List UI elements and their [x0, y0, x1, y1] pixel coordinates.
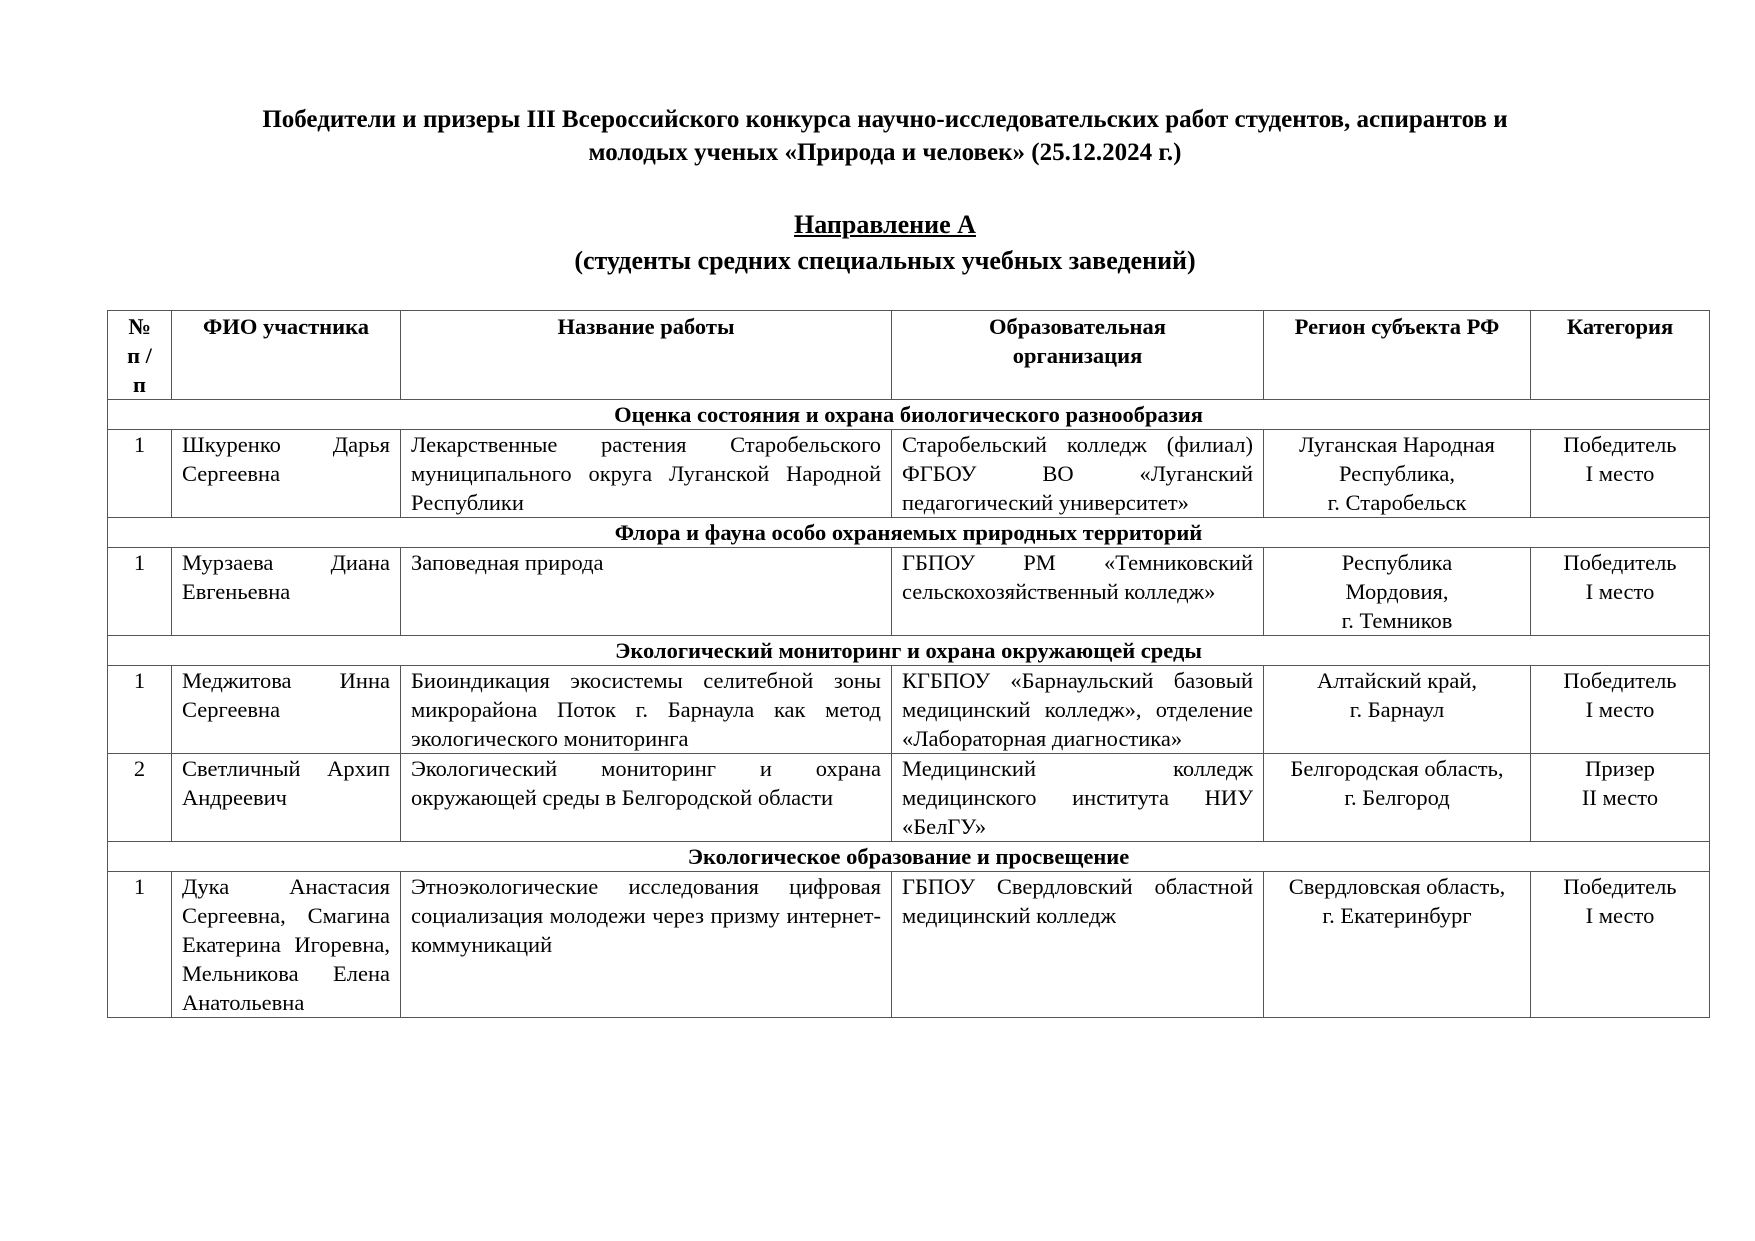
- cell-work: Заповедная природа: [401, 548, 892, 636]
- section-title: Экологический мониторинг и охрана окружающей среды: [108, 636, 1710, 666]
- cell-region: [1264, 872, 1531, 1018]
- document-title: [120, 103, 1650, 169]
- category-line: Призер: [1585, 756, 1655, 781]
- cell-category: [1531, 872, 1710, 1018]
- category-line: I место: [1585, 903, 1655, 928]
- header-org: [892, 311, 1264, 400]
- section-title: Флора и фауна особо охраняемых природных территорий: [108, 518, 1710, 548]
- region-line: Свердловская область,: [1288, 874, 1506, 899]
- region-line: г. Барнаул: [1349, 697, 1445, 722]
- category-line: I место: [1585, 579, 1655, 604]
- category-line: I место: [1585, 697, 1655, 722]
- region-line: Мордовия,: [1345, 579, 1449, 604]
- category-line: Победитель: [1563, 432, 1677, 457]
- section-row: [108, 842, 1710, 872]
- cell-region: [1264, 430, 1531, 518]
- cell-category: [1531, 548, 1710, 636]
- cell-org: Старобельский колледж (филиал) ФГБОУ ВО «Луганский педагогический университет»: [892, 430, 1264, 518]
- section-row: [108, 518, 1710, 548]
- header-category: Категория: [1531, 311, 1710, 400]
- header-work: Название работы: [401, 311, 892, 400]
- document-title-line: Победители и призеры III Всероссийского конкурса научно-исследовательских работ студентов, аспирантов и: [262, 106, 1508, 133]
- region-line: г. Белгород: [1344, 785, 1450, 810]
- category-line: Победитель: [1563, 668, 1677, 693]
- cell-org: КГБПОУ «Барнаульский базовый медицинский колледж», отделение «Лабораторная диагностика»: [892, 666, 1264, 754]
- region-line: г. Екатеринбург: [1322, 903, 1472, 928]
- table-row: [108, 754, 1710, 842]
- cell-region: [1264, 548, 1531, 636]
- header-name: ФИО участника: [172, 311, 401, 400]
- header-org-line: Образовательная: [989, 314, 1166, 339]
- table-header: [108, 311, 1710, 400]
- cell-work: Этноэкологические исследования цифровая социализация молодежи через призму интернет-коммуникаций: [401, 872, 892, 1018]
- cell-region: [1264, 754, 1531, 842]
- cell-num: 1: [108, 666, 172, 754]
- header-region: Регион субъекта РФ: [1264, 311, 1531, 400]
- document-title-line: молодых ученых «Природа и человек» (25.12.2024 г.): [588, 139, 1182, 166]
- category-line: Победитель: [1563, 550, 1677, 575]
- cell-num: 2: [108, 754, 172, 842]
- region-line: Белгородская область,: [1290, 756, 1504, 781]
- header-org-line: организация: [1012, 343, 1143, 368]
- header-num-line: п /: [127, 343, 152, 368]
- section-title: Оценка состояния и охрана биологического разнообразия: [108, 400, 1710, 430]
- direction-subtitle: (студенты средних специальных учебных заведений): [574, 246, 1196, 275]
- cell-num: 1: [108, 872, 172, 1018]
- table-row: [108, 872, 1710, 1018]
- section-row: [108, 636, 1710, 666]
- cell-category: [1531, 666, 1710, 754]
- header-row: [108, 311, 1710, 400]
- region-line: г. Старобельск: [1327, 490, 1467, 515]
- header-num-line: п: [133, 372, 146, 397]
- section-row: [108, 400, 1710, 430]
- category-line: II место: [1581, 785, 1659, 810]
- cell-name: Светличный Архип Андреевич: [172, 754, 401, 842]
- cell-work: Экологический мониторинг и охрана окружающей среды в Белгородской области: [401, 754, 892, 842]
- cell-name: Дука Анастасия Сергеевна, Смагина Екатерина Игоревна, Мельникова Елена Анатольевна: [172, 872, 401, 1018]
- cell-org: Медицинский колледж медицинского института НИУ «БелГУ»: [892, 754, 1264, 842]
- cell-work: Лекарственные растения Старобельского муниципального округа Луганской Народной Республики: [401, 430, 892, 518]
- table-row: [108, 548, 1710, 636]
- region-line: Республика,: [1338, 461, 1456, 486]
- results-table: [107, 310, 1710, 1018]
- cell-name: Мурзаева Диана Евгеньевна: [172, 548, 401, 636]
- section-title: Экологическое образование и просвещение: [108, 842, 1710, 872]
- direction-name: Направление А: [794, 210, 976, 239]
- cell-work: Биоиндикация экосистемы селитебной зоны микрорайона Поток г. Барнаула как метод экологического мониторинга: [401, 666, 892, 754]
- region-line: Луганская Народная: [1299, 432, 1495, 457]
- header-num-line: №: [128, 314, 151, 339]
- region-line: Алтайский край,: [1316, 668, 1478, 693]
- cell-name: Меджитова Инна Сергеевна: [172, 666, 401, 754]
- cell-org: ГБПОУ РМ «Темниковский сельскохозяйственный колледж»: [892, 548, 1264, 636]
- table-body: [108, 400, 1710, 1018]
- category-line: I место: [1585, 461, 1655, 486]
- region-line: Республика: [1341, 550, 1453, 575]
- cell-name: Шкуренко Дарья Сергеевна: [172, 430, 401, 518]
- cell-category: [1531, 754, 1710, 842]
- cell-num: 1: [108, 548, 172, 636]
- cell-num: 1: [108, 430, 172, 518]
- table-row: [108, 666, 1710, 754]
- header-num: [108, 311, 172, 400]
- cell-org: ГБПОУ Свердловский областной медицинский колледж: [892, 872, 1264, 1018]
- table-row: [108, 430, 1710, 518]
- cell-category: [1531, 430, 1710, 518]
- cell-region: [1264, 666, 1531, 754]
- region-line: г. Темников: [1341, 608, 1453, 633]
- direction-heading: [120, 207, 1650, 279]
- category-line: Победитель: [1563, 874, 1677, 899]
